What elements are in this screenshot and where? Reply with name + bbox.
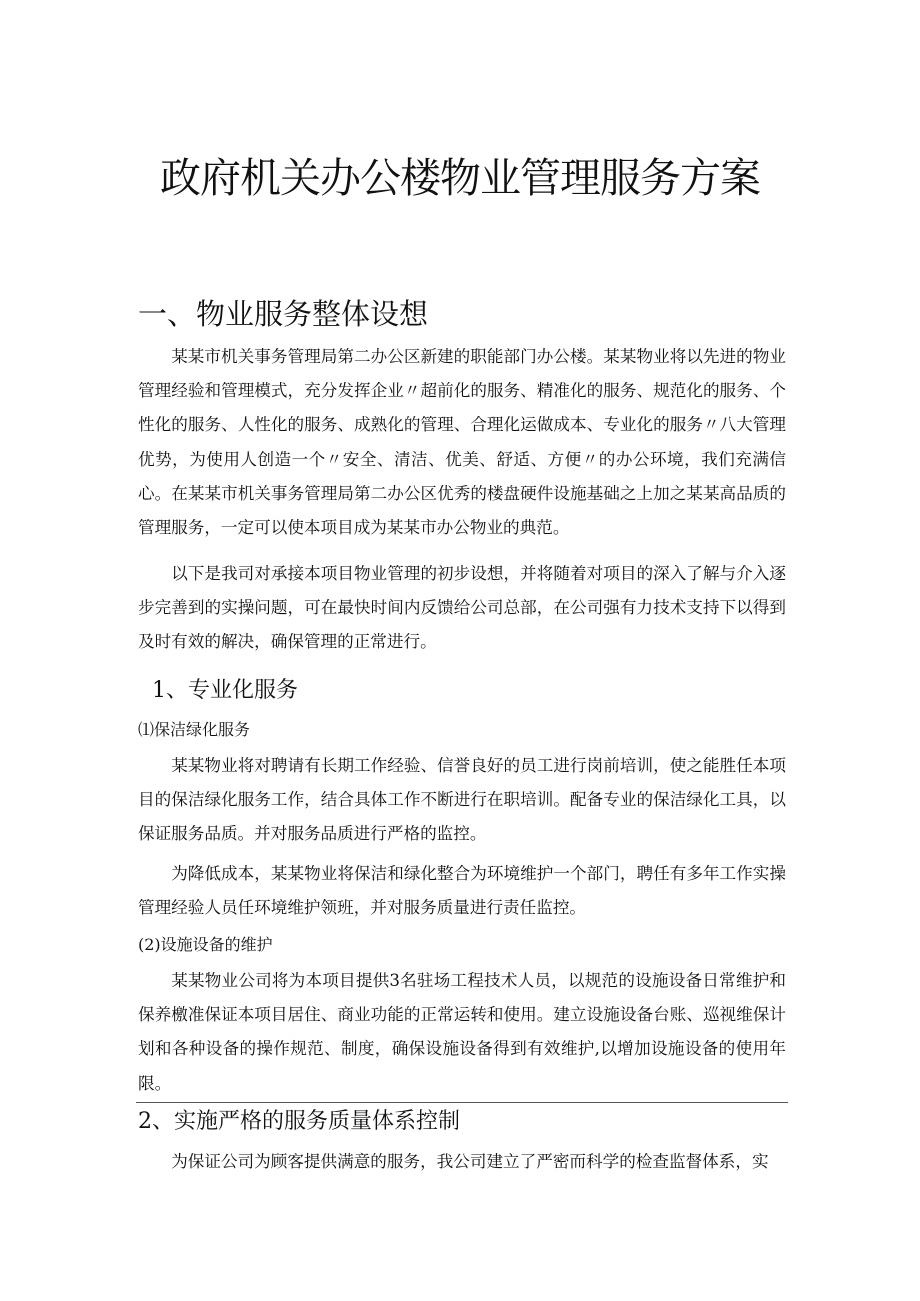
subsection-heading-quality-control: 2、实施严格的服务质量体系控制 xyxy=(138,1109,460,1134)
paragraph-cost-reduction: 为降低成本，某某物业将保洁和绿化整合为环境维护一个部门，聘任有多年工作实操管理经验人员任环境维护领班，并对服务质量进行责任监控。 xyxy=(138,864,786,918)
paragraph-cleaning-staff: 某某物业将对聘请有长期工作经验、信誉良好的员工进行岗前培训，使之能胜任本项目的保洁绿化服务工作，结合具体工作不断进行在职培训。配备专业的保洁绿化工具，以保证服务品质。并对服务品质进行严格的监控。 xyxy=(138,756,786,844)
paragraph-facility-maintenance: 某某物业公司将为本项目提供3名驻场工程技术人员，以规范的设施设备日常维护和保养檄准保证本项目居住、商业功能的正常运转和使用。建立设施设备台账、巡视维保计划和各种设备的操作规范、制度，确保设施设备得到有效维护,以增加设施设备的使用年限。 xyxy=(138,971,786,1093)
paragraph-preliminary-concept: 以下是我司对承接本项目物业管理的初步设想，并将随着对项目的深入了解与介入逐步完善到的实操问题，可在最快时间内反馈给公司总部，在公司强有力技术支持下以得到及时有效的解决，确保管理的正常进行。 xyxy=(138,564,786,652)
divider-line xyxy=(136,1102,788,1103)
item-heading-cleaning-greening: ⑴保洁绿化服务 xyxy=(138,720,251,739)
section-heading-overall-concept: 一、物业服务整体设想 xyxy=(138,297,429,331)
paragraph-quality-control: 为保证公司为顾客提供满意的服务，我公司建立了严密而科学的检查监督体系，实 xyxy=(171,1152,769,1171)
item-heading-facility-maintenance: (2)设施设备的维护 xyxy=(138,935,273,954)
subsection-heading-professional-service: 1、专业化服务 xyxy=(152,678,298,703)
paragraph-overview: 某某市机关事务管理局第二办公区新建的职能部门办公楼。某某物业将以先进的物业管理经验和管理模式，充分发挥企业〃超前化的服务、精准化的服务、规范化的服务、个性化的服务、人性化的服务、成熟化的管理、合理化运做成本、专业化的服务〃八大管理优势，为使用人创造一个〃安全、清洁、优美、舒适、方便〃的办公环境，我们充满信心。在某某市机关事务管理局第二办公区优秀的楼盘硬件设施基础之上加之某某高品质的管理服务，一定可以使本项目成为某某市办公物业的典范。 xyxy=(138,347,786,538)
document-title: 政府机关办公楼物业管理服务方案 xyxy=(160,154,760,202)
